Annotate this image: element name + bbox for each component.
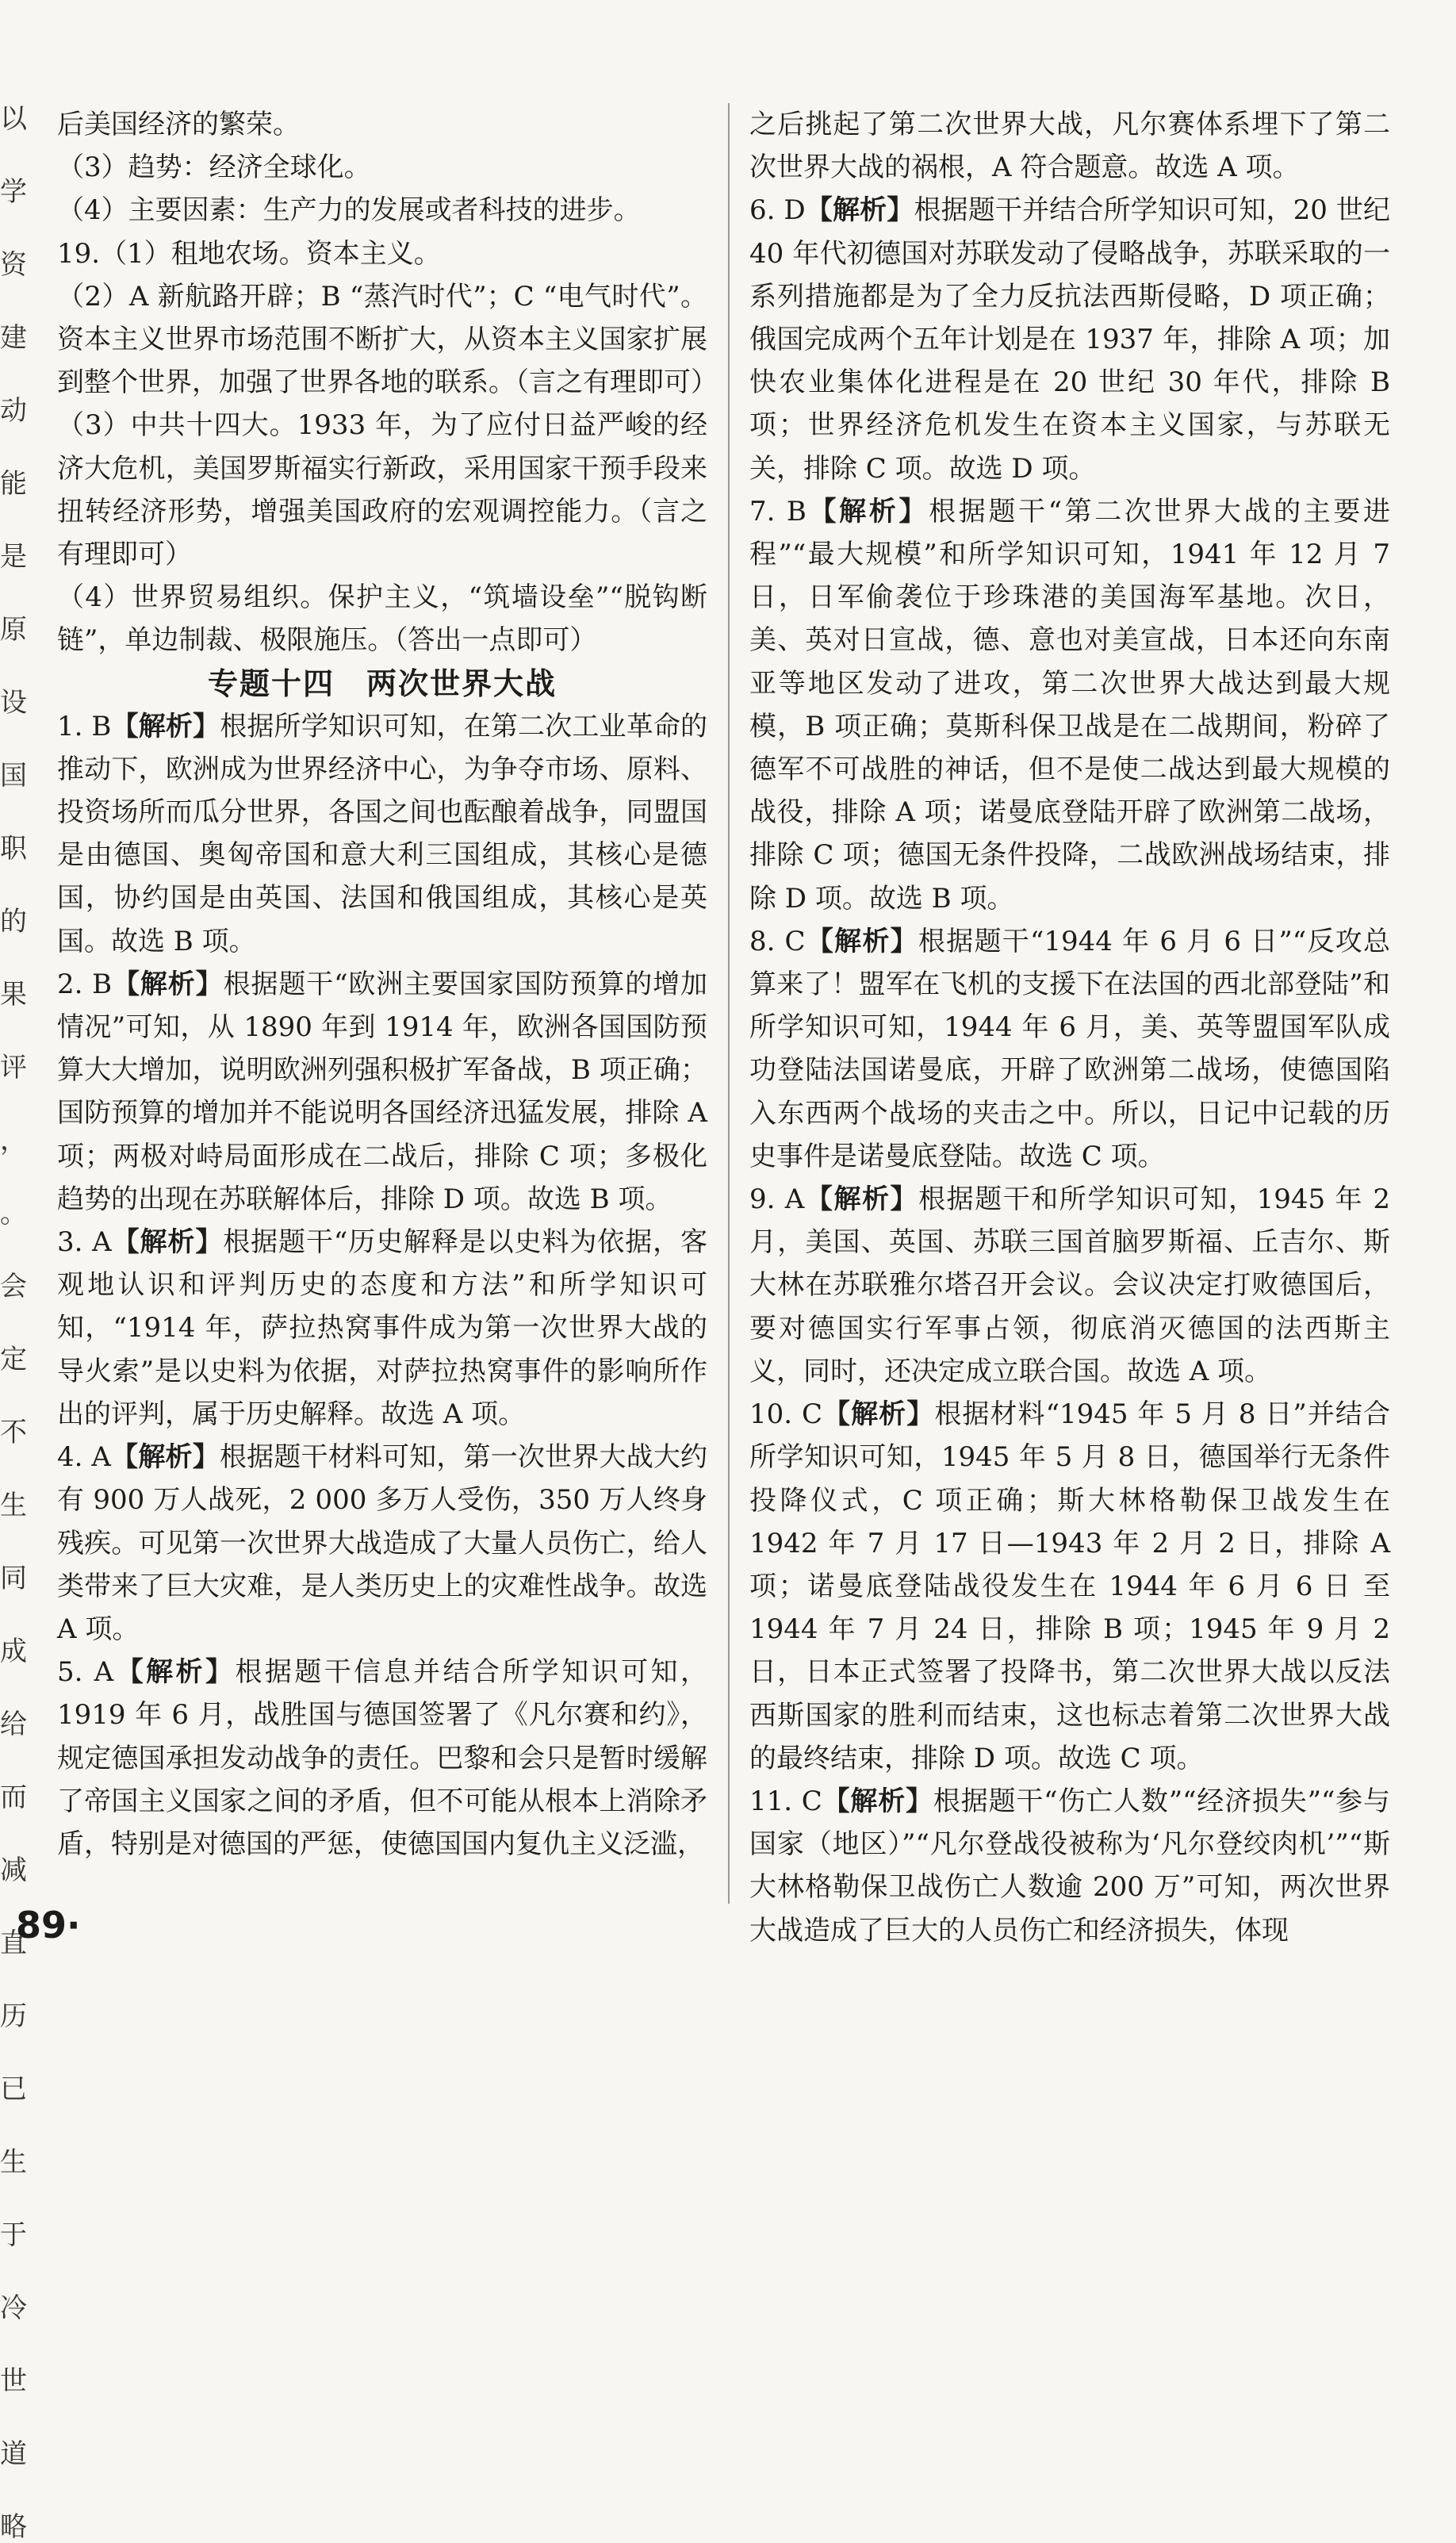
paragraph: 之后挑起了第二次世界大战，凡尔赛体系埋下了第二次世界大战的祸根，A 符合题意。故选 A 项。	[749, 109, 1390, 184]
edge-fragment: 定	[0, 1344, 27, 1375]
analysis-label: 【解析】	[804, 1183, 919, 1216]
analysis-label: 【解析】	[822, 1398, 935, 1431]
edge-fragment: 冷	[0, 2292, 27, 2324]
answer-number: 8. C	[749, 925, 806, 957]
answer-text: 根据所学知识可知，在第二次工业革命的推动下，欧洲成为世界经济中心，为争夺市场、原料、投资场所而瓜分世界，各国之间也酝酿着战争，同盟国是由德国、奥匈帝国和意大利三国组成，其核心是德国，协约国是由英国、法国和俄国组成，其核心是英国。故选 B 项。	[57, 710, 708, 957]
analysis-label: 【解析】	[111, 710, 220, 742]
answer-text: 根据题干“历史解释是以史料为依据，客观地认识和评判历史的态度和方法”和所学知识可知，“1914 年，萨拉热窝事件成为第一次世界大战的导火索”是以史料为依据，对萨拉热窝事件的影响所作出的评判，属于历史解释。故选 A 项。	[57, 1226, 708, 1430]
edge-fragment: 职	[0, 833, 27, 865]
answer-number: 10. C	[749, 1398, 822, 1431]
answer-number: 6. D	[749, 194, 806, 227]
edge-fragment: 国	[0, 760, 27, 792]
answer-number: 4. A	[57, 1441, 111, 1474]
edge-fragment: 略	[0, 2511, 27, 2543]
answer-item	[749, 920, 1390, 1178]
edge-fragment: 历	[0, 2000, 27, 2032]
answer-text: 根据题干“伤亡人数”“经济损失”“参与国家（地区）”“凡尔登战役被称为‘凡尔登绞肉机’”“斯大林格勒保卫战伤亡人数逾 200 万”可知，两次世界大战造成了巨大的人员伤亡和经济损失，体现	[749, 1785, 1390, 1947]
analysis-label: 【解析】	[112, 968, 224, 1000]
answer-item	[57, 963, 707, 1221]
answer-item	[749, 189, 1390, 489]
edge-fragment: 生	[0, 1490, 27, 1521]
edge-fragment: 世	[0, 2365, 27, 2397]
paragraph: （3）中共十四大。1933 年，为了应付日益严峻的经济大危机，美国罗斯福实行新政，采用国家干预手段来扭转经济形势，增强美国政府的宏观调控能力。（言之有理即可）	[57, 409, 707, 571]
edge-fragment: 建	[0, 322, 27, 354]
edge-fragment: 动	[0, 395, 27, 427]
edge-fragment: 生	[0, 2146, 27, 2178]
answer-text: 根据题干信息并结合所学知识可知，1919 年 6 月，战胜国与德国签署了《凡尔赛和约》，规定德国承担发动战争的责任。巴黎和会只是暂时缓解了帝国主义国家之间的矛盾，但不可能从根本上消除矛盾，特别是对德国的严惩，使德国国内复仇主义泛滥，	[57, 1656, 707, 1860]
analysis-label: 【解析】	[805, 925, 918, 957]
edge-fragment: 以	[0, 103, 27, 135]
analysis-label: 【解析】	[822, 1785, 933, 1817]
edge-fragment: 学	[0, 176, 27, 208]
binding-edge-fragments	[0, 103, 27, 2543]
answer-item	[749, 1393, 1390, 1780]
edge-fragment: 不	[0, 1417, 27, 1448]
answer-number: 1. B	[57, 710, 112, 742]
edge-fragment: 原	[0, 614, 27, 646]
edge-fragment: 的	[0, 906, 27, 938]
edge-fragment: 同	[0, 1563, 27, 1594]
paragraph: （4）世界贸易组织。保护主义，“筑墙设垒”“脱钩断链”，单边制裁、极限施压。（答出一点即可）	[57, 581, 707, 657]
analysis-label: 【解析】	[113, 1656, 236, 1689]
column-divider	[728, 103, 730, 1904]
edge-fragment: 已	[0, 2073, 27, 2105]
edge-fragment: 。	[0, 1198, 27, 1229]
analysis-label: 【解析】	[805, 194, 914, 227]
analysis-label: 【解析】	[110, 1441, 220, 1474]
analysis-label: 【解析】	[806, 495, 929, 527]
edge-fragment: 成	[0, 1636, 27, 1667]
answer-item	[57, 705, 707, 963]
edge-fragment: 能	[0, 468, 27, 500]
answer-text: 根据题干“1944 年 6 月 6 日”“反攻总算来了！盟军在飞机的支援下在法国的西北部登陆”和所学知识可知，1944 年 6 月，美、英等盟国军队成功登陆法国诺曼底，开辟了欧洲第二战场，使德国陷入东西两个战场的夹击之中。所以，日记中记载的历史事件是诺曼底登陆。故选 C 项。	[749, 925, 1391, 1172]
answer-text: 根据题干材料可知，第一次世界大战大约有 900 万人战死，2 000 多万人受伤，350 万人终身残疾。可见第一次世界大战造成了大量人员伤亡，给人类带来了巨大灾难，是人类历史上的灾难性战争。故选 A 项。	[57, 1441, 708, 1645]
analysis-label: 【解析】	[111, 1226, 224, 1259]
answer-item	[749, 1780, 1390, 1952]
edge-fragment: 设	[0, 687, 27, 719]
answer-item	[57, 1651, 707, 1866]
edge-fragment: 是	[0, 541, 27, 573]
answer-text: 根据题干“第二次世界大战的主要进程”“最大规模”和所学知识可知，1941 年 12 月 7 日，日军偷袭位于珍珠港的美国海军基地。次日，美、英对日宣战，德、意也对美宣战，日本还向东南亚等地区发动了进攻，第二次世界大战达到最大规模，B 项正确；莫斯科保卫战是在二战期间，粉碎了德军不可战胜的神话，但不是使二战达到最大规模的战役，排除 A 项；诺曼底登陆开辟了欧洲第二战场，排除 C 项；德国无条件投降，二战欧洲战场结束，排除 D 项。故选 B 项。	[749, 495, 1390, 915]
section-title: 专题十四 两次世界大战	[207, 665, 557, 701]
answer-number: 5. A	[57, 1656, 114, 1689]
edge-fragment: 评	[0, 1052, 27, 1084]
edge-fragment: 而	[0, 1782, 27, 1813]
answer-number: 7. B	[749, 495, 807, 527]
edge-fragment: 果	[0, 979, 27, 1011]
edge-fragment: 直	[0, 1927, 27, 1959]
edge-fragment: 道	[0, 2438, 27, 2470]
left-column	[57, 103, 718, 1866]
answer-text: 根据题干并结合所学知识可知，20 世纪 40 年代初德国对苏联发动了侵略战争，苏联采取的一系列措施都是为了全力反抗法西斯侵略，D 项正确；俄国完成两个五年计划是在 1937 年，排除 A 项；加快农业集体化进程是在 20 世纪 30 年代，排除 B 项；世界经济危机发生在资本主义国家，与苏联无关，排除 C 项。故选 D 项。	[749, 194, 1391, 485]
paragraph: （2）A 新航路开辟；B “蒸汽时代”；C “电气时代”。资本主义世界市场范围不断扩大，从资本主义国家扩展到整个世界，加强了世界各地的联系。（言之有理即可）	[57, 280, 718, 399]
page-number: 89·	[16, 1904, 81, 1947]
edge-fragment: 会	[0, 1271, 27, 1302]
right-column	[749, 103, 1390, 1952]
answer-text: 根据题干和所学知识可知，1945 年 2 月，美国、英国、苏联三国首脑罗斯福、丘吉尔、斯大林在苏联雅尔塔召开会议。会议决定打败德国后，要对德国实行军事占领，彻底消灭德国的法西斯主义，同时，还决定成立联合国。故选 A 项。	[749, 1183, 1390, 1387]
answer-number: 11. C	[749, 1785, 822, 1817]
answer-item	[749, 1178, 1390, 1393]
answer-item	[57, 1436, 707, 1651]
edge-fragment: 给	[0, 1709, 27, 1740]
edge-fragment: 资	[0, 249, 27, 281]
paragraph: 后美国经济的繁荣。	[57, 109, 300, 140]
answer-text: 根据题干“欧洲主要国家国防预算的增加情况”可知，从 1890 年到 1914 年，欧洲各国国防预算大大增加，说明欧洲列强积极扩军备战，B 项正确；国防预算的增加并不能说明各国经济迅猛发展，排除 A 项；两极对峙局面形成在二战后，排除 C 项；多极化趋势的出现在苏联解体后，排除 D 项。故选 B 项。	[57, 968, 708, 1215]
answer-number: 3. A	[57, 1226, 112, 1259]
answer-number: 2. B	[57, 968, 113, 1000]
answer-item	[57, 1221, 707, 1436]
paragraph: 19.（1）租地农场。资本主义。	[57, 237, 441, 270]
edge-fragment: 减	[0, 1855, 27, 1886]
edge-fragment: ，	[0, 1125, 27, 1156]
answer-number: 9. A	[749, 1183, 805, 1216]
answer-text: 根据材料“1945 年 5 月 8 日”并结合所学知识可知，1945 年 5 月 8 日，德国举行无条件投降仪式，C 项正确；斯大林格勒保卫战发生在 1942 年 7 月 17 日—1943 年 2 月 2 日，排除 A 项；诺曼底登陆战役发生在 1944 年 6 月 6 日 至 1944 年 7 月 24 日，排除 B 项；1945 年 9 月 2 日，日本正式签署了投降书，第二次世界大战以反法西斯国家的胜利而结束，这也标志着第二次世界大战的最终结束，排除 D 项。故选 C 项。	[749, 1398, 1390, 1774]
answer-item	[749, 490, 1390, 920]
paragraph: （3）趋势：经济全球化。	[57, 152, 371, 184]
edge-fragment: 于	[0, 2219, 27, 2251]
paragraph: （4）主要因素：生产力的发展或者科技的进步。	[57, 194, 641, 227]
